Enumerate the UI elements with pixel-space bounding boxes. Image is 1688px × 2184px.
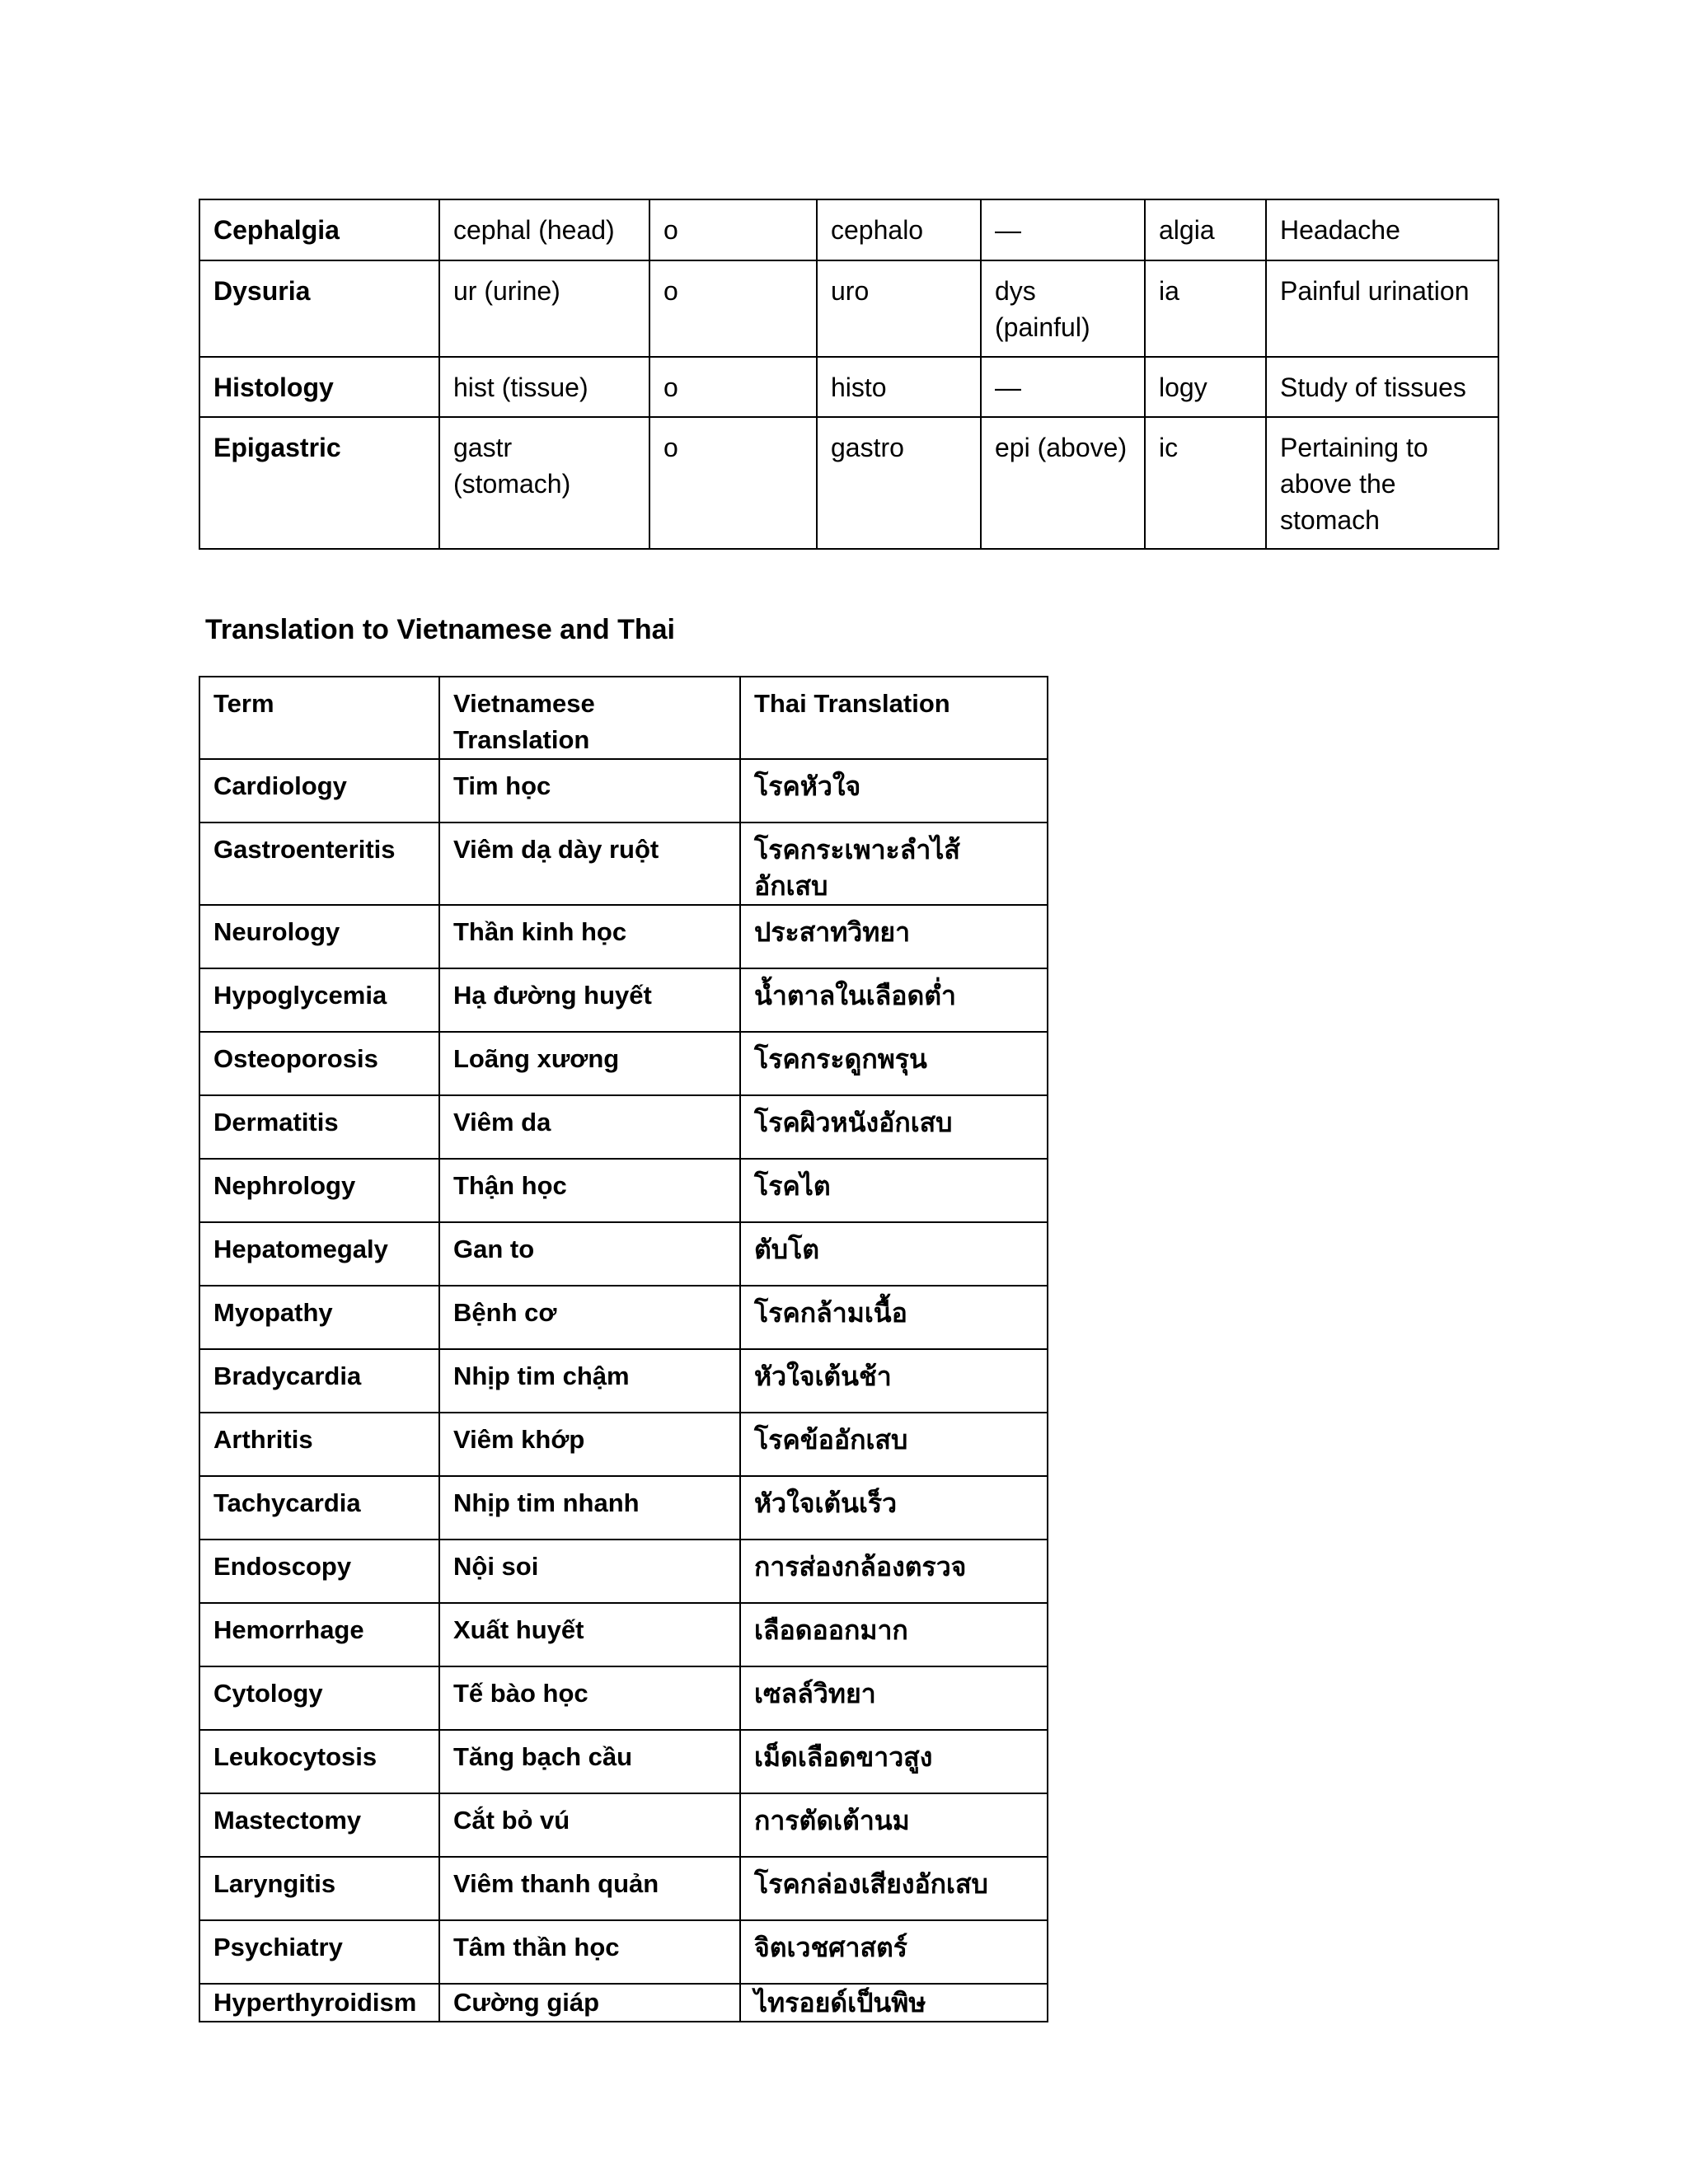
table-row	[199, 759, 1048, 823]
meaning-cell: Study of tissues	[1266, 357, 1498, 417]
table-row	[199, 1857, 1048, 1920]
suffix-cell: ia	[1145, 260, 1266, 357]
vietnamese-cell: Nhịp tim nhanh	[439, 1476, 740, 1540]
thai-cell: ประสาทวิทยา	[740, 905, 1048, 968]
table-row	[199, 1159, 1048, 1222]
term-cell: Laryngitis	[199, 1857, 439, 1920]
prefix-cell: —	[981, 357, 1145, 417]
thai-cell: โรคไต	[740, 1159, 1048, 1222]
table-row	[199, 968, 1048, 1032]
combining-vowel-cell: o	[649, 199, 817, 260]
vietnamese-cell: Viêm khớp	[439, 1413, 740, 1476]
term-cell: Hemorrhage	[199, 1603, 439, 1666]
term-cell: Leukocytosis	[199, 1730, 439, 1793]
thai-cell: โรคกล้ามเนื้อ	[740, 1286, 1048, 1349]
translation-section-heading: Translation to Vietnamese and Thai	[205, 614, 675, 645]
table-row	[199, 1286, 1048, 1349]
prefix-cell: epi (above)	[981, 417, 1145, 549]
term-cell: Hepatomegaly	[199, 1222, 439, 1286]
combining-vowel-cell: o	[649, 260, 817, 357]
thai-cell: โรคกระดูกพรุน	[740, 1032, 1048, 1095]
table-row	[199, 1666, 1048, 1730]
term-cell: Hypoglycemia	[199, 968, 439, 1032]
combining-form-cell: uro	[817, 260, 981, 357]
vietnamese-cell: Tim học	[439, 759, 740, 823]
term-cell: Dermatitis	[199, 1095, 439, 1159]
vietnamese-cell: Viêm da	[439, 1095, 740, 1159]
table-row	[199, 1540, 1048, 1603]
term-cell: Cardiology	[199, 759, 439, 823]
table-row	[199, 1984, 1048, 2022]
table-row	[199, 1603, 1048, 1666]
term-cell: Hyperthyroidism	[199, 1984, 439, 2022]
vietnamese-cell: Nhịp tim chậm	[439, 1349, 740, 1413]
column-header-thai: Thai Translation	[740, 677, 1048, 759]
term-cell: Gastroenteritis	[199, 823, 439, 905]
vietnamese-cell: Viêm thanh quản	[439, 1857, 740, 1920]
term-cell: Histology	[199, 357, 439, 417]
vietnamese-cell: Viêm dạ dày ruột	[439, 823, 740, 905]
vietnamese-cell: Gan to	[439, 1222, 740, 1286]
root-cell: hist (tissue)	[439, 357, 649, 417]
table-row	[199, 1349, 1048, 1413]
thai-cell: เม็ดเลือดขาวสูง	[740, 1730, 1048, 1793]
table-row	[199, 417, 1498, 549]
vietnamese-cell: Thần kinh học	[439, 905, 740, 968]
table-row	[199, 1032, 1048, 1095]
term-cell: Tachycardia	[199, 1476, 439, 1540]
term-cell: Mastectomy	[199, 1793, 439, 1857]
translation-table	[199, 676, 1048, 2022]
thai-cell: จิตเวชศาสตร์	[740, 1920, 1048, 1984]
table-row	[199, 1413, 1048, 1476]
prefix-cell: —	[981, 199, 1145, 260]
suffix-cell: algia	[1145, 199, 1266, 260]
word-parts-table	[199, 199, 1499, 550]
meaning-cell: Headache	[1266, 199, 1498, 260]
root-cell: gastr (stomach)	[439, 417, 649, 549]
translation-table-body	[199, 677, 1048, 2022]
thai-cell: หัวใจเต้นเร็ว	[740, 1476, 1048, 1540]
term-cell: Endoscopy	[199, 1540, 439, 1603]
table-row	[199, 1095, 1048, 1159]
vietnamese-cell: Cắt bỏ vú	[439, 1793, 740, 1857]
root-cell: cephal (head)	[439, 199, 649, 260]
vietnamese-cell: Hạ đường huyết	[439, 968, 740, 1032]
column-header-term: Term	[199, 677, 439, 759]
combining-form-cell: gastro	[817, 417, 981, 549]
vietnamese-cell: Xuất huyết	[439, 1603, 740, 1666]
prefix-cell: dys (painful)	[981, 260, 1145, 357]
term-cell: Bradycardia	[199, 1349, 439, 1413]
vietnamese-cell: Tế bào học	[439, 1666, 740, 1730]
column-header-vietnamese: Vietnamese Translation	[439, 677, 740, 759]
thai-cell: เซลล์วิทยา	[740, 1666, 1048, 1730]
combining-vowel-cell: o	[649, 357, 817, 417]
thai-cell: เลือดออกมาก	[740, 1603, 1048, 1666]
meaning-cell: Pertaining to above the stomach	[1266, 417, 1498, 549]
word-parts-table-body	[199, 199, 1498, 549]
thai-cell: หัวใจเต้นช้า	[740, 1349, 1048, 1413]
thai-cell: โรคหัวใจ	[740, 759, 1048, 823]
thai-cell: โรคข้ออักเสบ	[740, 1413, 1048, 1476]
thai-cell: โรคกล่องเสียงอักเสบ	[740, 1857, 1048, 1920]
table-row	[199, 823, 1048, 905]
term-cell: Cytology	[199, 1666, 439, 1730]
table-row	[199, 199, 1498, 260]
term-cell: Psychiatry	[199, 1920, 439, 1984]
table-row	[199, 905, 1048, 968]
table-row	[199, 1793, 1048, 1857]
meaning-cell: Painful urination	[1266, 260, 1498, 357]
vietnamese-cell: Tâm thần học	[439, 1920, 740, 1984]
thai-cell: โรคกระเพาะลำไส้อักเสบ	[740, 823, 1048, 905]
vietnamese-cell: Bệnh cơ	[439, 1286, 740, 1349]
combining-form-cell: cephalo	[817, 199, 981, 260]
term-cell: Dysuria	[199, 260, 439, 357]
combining-vowel-cell: o	[649, 417, 817, 549]
table-row	[199, 260, 1498, 357]
vietnamese-cell: Loãng xương	[439, 1032, 740, 1095]
thai-cell: น้ำตาลในเลือดต่ำ	[740, 968, 1048, 1032]
vietnamese-cell: Nội soi	[439, 1540, 740, 1603]
suffix-cell: ic	[1145, 417, 1266, 549]
term-cell: Neurology	[199, 905, 439, 968]
table-header-row	[199, 677, 1048, 759]
thai-cell: การส่องกล้องตรวจ	[740, 1540, 1048, 1603]
term-cell: Myopathy	[199, 1286, 439, 1349]
vietnamese-cell: Thận học	[439, 1159, 740, 1222]
term-cell: Arthritis	[199, 1413, 439, 1476]
term-cell: Epigastric	[199, 417, 439, 549]
combining-form-cell: histo	[817, 357, 981, 417]
table-row	[199, 1222, 1048, 1286]
term-cell: Cephalgia	[199, 199, 439, 260]
term-cell: Nephrology	[199, 1159, 439, 1222]
thai-cell: ตับโต	[740, 1222, 1048, 1286]
table-row	[199, 357, 1498, 417]
vietnamese-cell: Cường giáp	[439, 1984, 740, 2022]
table-row	[199, 1920, 1048, 1984]
table-row	[199, 1476, 1048, 1540]
thai-cell: โรคผิวหนังอักเสบ	[740, 1095, 1048, 1159]
thai-cell: การตัดเต้านม	[740, 1793, 1048, 1857]
table-row	[199, 1730, 1048, 1793]
suffix-cell: logy	[1145, 357, 1266, 417]
root-cell: ur (urine)	[439, 260, 649, 357]
term-cell: Osteoporosis	[199, 1032, 439, 1095]
thai-cell: ไทรอยด์เป็นพิษ	[740, 1984, 1048, 2022]
vietnamese-cell: Tăng bạch cầu	[439, 1730, 740, 1793]
